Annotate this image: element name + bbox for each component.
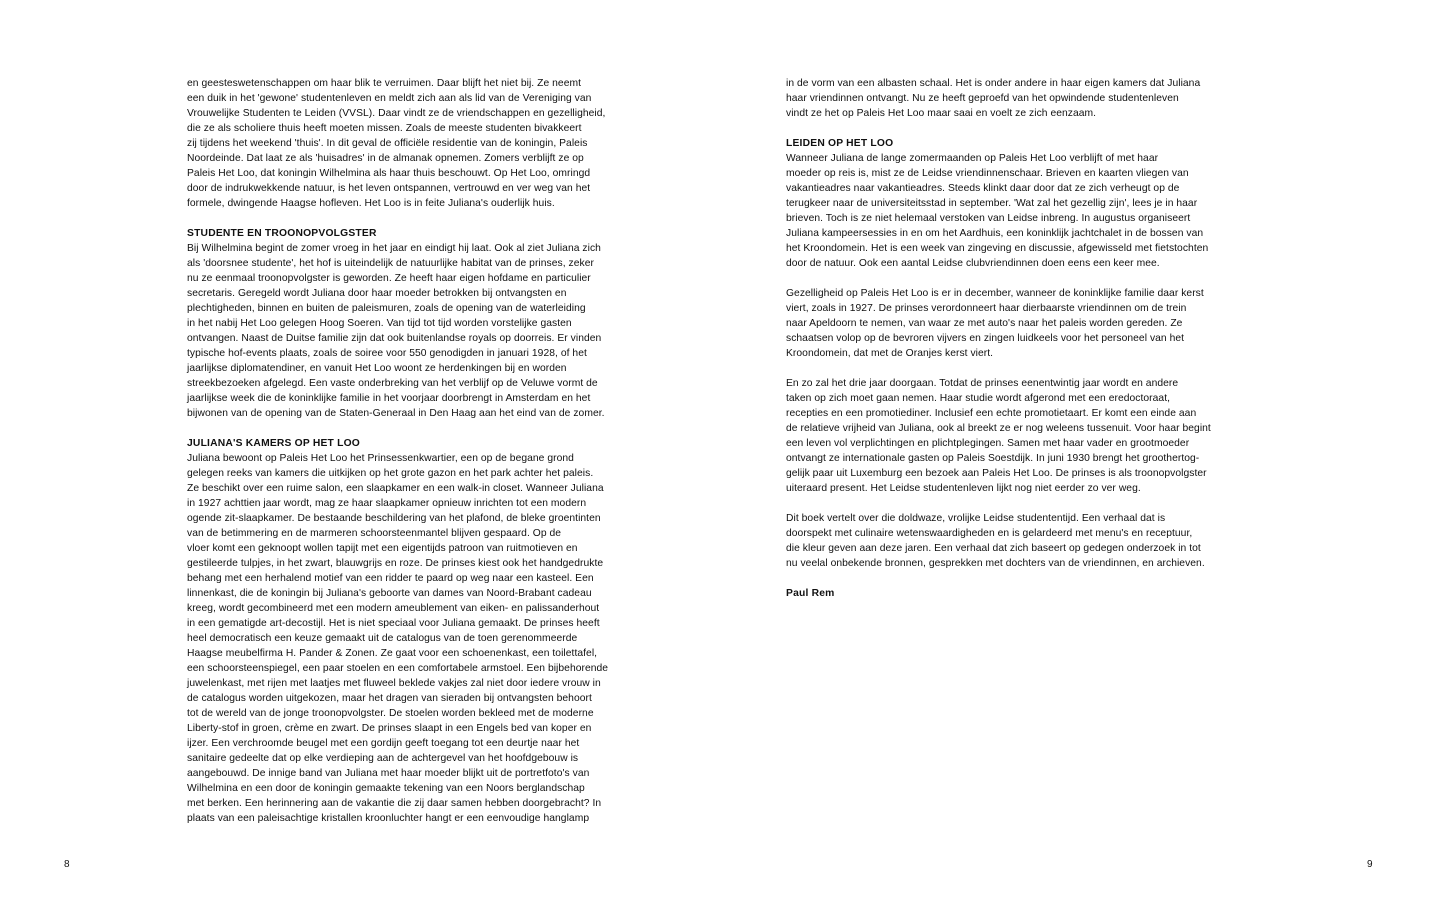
text-line: vloer komt een geknoopt wollen tapijt met een eigentijds patroon van ruitmotieven en: [187, 543, 578, 554]
section-heading-leiden: LEIDEN OP HET LOO: [786, 138, 894, 149]
text-line: linnenkast, die de koningin bij Juliana's geboorte van dames van Noord-Brabant cadeau: [187, 588, 592, 599]
paragraph-doorgaan: [786, 376, 1266, 496]
text-line: jaarlijkse diplomatendiner, en vanuit Het Loo woont ze herdenkingen bij en worden: [187, 363, 567, 374]
left-page-text: [187, 76, 667, 826]
text-line: nu veelal onbekende bronnen, gesprekken met dochters van de vriendinnen, en archieven.: [786, 558, 1205, 569]
paragraph-kamers: [187, 451, 667, 826]
text-line: de catalogus worden uitgekozen, maar het dragen van sieraden bij ontvangsten behoort: [187, 693, 592, 704]
text-line: Gezelligheid op Paleis Het Loo is er in december, wanneer de koninklijke familie daar kerst: [786, 288, 1204, 299]
text-line: doorspekt met culinaire wetenswaardigheden en is gelardeerd met menu's en receptuur,: [786, 528, 1193, 539]
text-line: moeder op reis is, mist ze de Leidse vriendinnenschaar. Brieven en kaarten vliegen van: [786, 168, 1189, 179]
paragraph-boek: [786, 511, 1266, 571]
text-line: naar Apeldoorn te nemen, van waar ze met auto's naar het paleis worden gereden. Ze: [786, 318, 1183, 329]
text-line: een leven vol verplichtingen en plichtplegingen. Samen met haar vader en grootmoeder: [786, 438, 1190, 449]
text-line: Wanneer Juliana de lange zomermaanden op Paleis Het Loo verblijft of met haar: [786, 153, 1159, 164]
text-line: aangebouwd. De innige band van Juliana met haar moeder blijkt uit de portretfoto's van: [187, 768, 590, 779]
text-line: die kleur geven aan deze jaren. Een verhaal dat zich baseert op gedegen onderzoek in tot: [786, 543, 1201, 554]
page-number-left: 8: [64, 859, 70, 870]
author-signature: Paul Rem: [786, 588, 835, 599]
text-line: en geesteswetenschappen om haar blik te verruimen. Daar blijft het niet bij. Ze neemt: [187, 78, 582, 89]
text-line: vakantieadres naar vakantieadres. Steeds klinkt daar door dat ze zich verheugt op de: [786, 183, 1180, 194]
text-line: door de indrukwekkende natuur, is het leven ontspannen, vertrouwd en ver weg van het: [187, 183, 591, 194]
text-line: met berken. Een herinnering aan de vakantie die zij daar samen hebben doorgebracht? In: [187, 798, 602, 809]
text-line: vindt ze het op Paleis Het Loo maar saai en voelt ze zich eenzaam.: [786, 108, 1097, 119]
text-line: Haagse meubelfirma H. Pander & Zonen. Ze gaat voor een schoenenkast, een toilettafel,: [187, 648, 598, 659]
text-line: viert, zoals in 1927. De prinses verordonneert haar dierbaarste vriendinnen om de trein: [786, 303, 1187, 314]
text-line: recepties en een promotiediner. Inclusief een echte promotietaart. Er komt een einde aan: [786, 408, 1197, 419]
paragraph-leiden: [786, 151, 1266, 271]
text-line: haar vriendinnen ontvangt. Nu ze heeft geproefd van het opwindende studentenleven: [786, 93, 1179, 104]
text-line: een schoorsteenspiegel, een paar stoelen en een comfortabele armstoel. Een bijbehorende: [187, 663, 609, 674]
text-line: plaats van een paleisachtige kristallen kroonluchter hangt er een eenvoudige hanglamp: [187, 813, 590, 824]
text-line: sanitaire gedeelte dat op elke verdieping aan de achtergevel van het hoofdgebouw is: [187, 753, 579, 764]
text-line: Ze beschikt over een ruime salon, een slaapkamer en een walk-in closet. Wanneer Juliana: [187, 483, 604, 494]
text-line: streekbezoeken afgelegd. Een vaste onderbreking van het verblijf op de Veluwe vormt de: [187, 378, 598, 389]
text-line: heel democratisch een keuze gemaakt uit de catalogus van de toen gerenommeerde: [187, 633, 578, 644]
text-line: Juliana kampeersessies in en om het Aardhuis, een koninklijk jachtchalet in de bossen van: [786, 228, 1204, 239]
paragraph-kerst: [786, 286, 1266, 361]
text-line: door de natuur. Ook een aantal Leidse clubvriendinnen doen eens een keer mee.: [786, 258, 1160, 269]
text-line: juwelenkast, met rijen met laatjes met fluweel beklede vakjes zal niet door iedere vrouw in: [187, 678, 601, 689]
paragraph-studente: [187, 241, 667, 421]
text-line: behang met een herhalend motief van een ridder te paard op weg naar een kasteel. Een: [187, 573, 594, 584]
text-line: Vrouwelijke Studenten te Leiden (VVSL). Daar vindt ze de vriendschappen en gezelligheid,: [187, 108, 606, 119]
text-line: de relatieve vrijheid van Juliana, ook al breekt ze er nog weleens tussenuit. Voor haar begint: [786, 423, 1211, 434]
text-line: Bij Wilhelmina begint de zomer vroeg in het jaar en eindigt hij laat. Ook al ziet Juliana zich: [187, 243, 601, 254]
right-page-text: [786, 76, 1266, 601]
text-line: in een gematigde art-decostijl. Het is niet speciaal voor Juliana gemaakt. De prinses heeft: [187, 618, 600, 629]
text-line: typische hof-events plaats, zoals de soiree voor 550 genodigden in januari 1928, of het: [187, 348, 587, 359]
text-line: kreeg, wordt gecombineerd met een modern ameublement van eiken- en palissanderhout: [187, 603, 600, 614]
text-line: uiteraard present. Het Leidse studentenleven lijkt nog niet eerder zo ver weg.: [786, 483, 1141, 494]
paragraph-continuation: [786, 76, 1266, 121]
text-line: het Kroondomein. Het is een week van zingeving en discussie, afgewisseld met fietstochten: [786, 243, 1209, 254]
text-line: tot de wereld van de jonge troonopvolgster. De stoelen worden bekleed met de moderne: [187, 708, 594, 719]
text-line: brieven. Toch is ze niet helemaal verstoken van Leidse inbreng. In augustus organiseert: [786, 213, 1191, 224]
text-line: ogende zit-slaapkamer. De bestaande beschildering van het plafond, de bleke groentinten: [187, 513, 601, 524]
text-line: bijwonen van de opening van de Staten-Generaal in Den Haag aan het eind van de zomer.: [187, 408, 605, 419]
text-line: Noordeinde. Dat laat ze als 'huisadres' in de almanak opnemen. Zomers verblijft ze op: [187, 153, 584, 164]
text-line: Paleis Het Loo, dat koningin Wilhelmina als haar thuis beschouwt. Op Het Loo, omringd: [187, 168, 591, 179]
text-line: in 1927 achttien jaar wordt, mag ze haar slaapkamer opnieuw inrichten tot een modern: [187, 498, 587, 509]
text-line: ontvangen. Naast de Duitse familie zijn dat ook buitenlandse royals op doorreis. Er vinden: [187, 333, 602, 344]
text-line: gelegen reeks van kamers die uitkijken op het grote gazon en het park achter het paleis.: [187, 468, 594, 479]
text-line: als 'doorsnee studente', het hof is uiteindelijk de natuurlijke habitat van de prinses, zeker: [187, 258, 594, 269]
text-line: gelijk paar uit Luxemburg een bezoek aan Paleis Het Loo. De prinses is als troonopvolgster: [786, 468, 1207, 479]
page-number-right: 9: [1367, 859, 1373, 870]
text-line: gestileerde tulpjes, in het zwart, blauwgrijs en roze. De prinses kiest ook het handgedrukte: [187, 558, 604, 569]
text-line: in de vorm van een albasten schaal. Het is onder andere in haar eigen kamers dat Juliana: [786, 78, 1201, 89]
text-line: secretaris. Geregeld wordt Juliana door haar moeder betrokken bij ontvangsten en: [187, 288, 567, 299]
text-line: ontvangt ze internationale gasten op Paleis Soestdijk. In juni 1930 brengt het groothertog-: [786, 453, 1200, 464]
text-line: jaarlijkse week die de koninklijke familie in het voorjaar doorbrengt in Amsterdam en het: [187, 393, 591, 404]
text-line: Liberty-stof in groen, crème en zwart. De prinses slaapt in een Engels bed van koper en: [187, 723, 592, 734]
text-line: Juliana bewoont op Paleis Het Loo het Prinsessenkwartier, een op de begane grond: [187, 453, 574, 464]
text-line: schaatsen volop op de bevroren vijvers en zingen luidkeels voor het personeel van het: [786, 333, 1185, 344]
text-line: Dit boek vertelt over die doldwaze, vrolijke Leidse studententijd. Een verhaal dat is: [786, 513, 1166, 524]
text-line: Kroondomein, dat met de Oranjes kerst viert.: [786, 348, 994, 359]
text-line: in het nabij Het Loo gelegen Hoog Soeren. Van tijd tot tijd worden vorstelijke gasten: [187, 318, 572, 329]
text-line: taken op zich moet gaan nemen. Haar studie wordt afgerond met een eredoctoraat,: [786, 393, 1171, 404]
section-heading-kamers: JULIANA'S KAMERS OP HET LOO: [187, 438, 360, 449]
text-line: En zo zal het drie jaar doorgaan. Totdat de prinses eenentwintig jaar wordt en andere: [786, 378, 1179, 389]
section-heading-studente: STUDENTE EN TROONOPVOLGSTER: [187, 228, 377, 239]
text-line: een duik in het 'gewone' studentenleven en meldt zich aan als lid van de Vereniging van: [187, 93, 592, 104]
text-line: die ze als scholiere thuis heeft moeten missen. Zoals de meeste studenten bivakkeert: [187, 123, 582, 134]
text-line: nu ze eenmaal troonopvolgster is geworden. Ze heeft haar eigen hofdame en particulier: [187, 273, 591, 284]
text-line: terugkeer naar de universiteitsstad in september. 'Wat zal het gezellig zijn', lees je in haar: [786, 198, 1198, 209]
text-line: Wilhelmina en een door de koningin gemaakte tekening van een Noors berglandschap: [187, 783, 585, 794]
paragraph-intro: [187, 76, 667, 211]
text-line: zij tijdens het weekend 'thuis'. In dit geval de officiële residentie van de koningin, Paleis: [187, 138, 588, 149]
text-line: ijzer. Een verchroomde beugel met een gordijn geeft toegang tot een deurtje naar het: [187, 738, 580, 749]
text-line: formele, dwingende Haagse hofleven. Het Loo is in feite Juliana's ouderlijk huis.: [187, 198, 555, 209]
text-line: van de betimmering en de marmeren schoorsteenmantel blijven gespaard. Op de: [187, 528, 562, 539]
text-line: plechtigheden, binnen en buiten de paleismuren, zoals de opening van de waterleiding: [187, 303, 586, 314]
